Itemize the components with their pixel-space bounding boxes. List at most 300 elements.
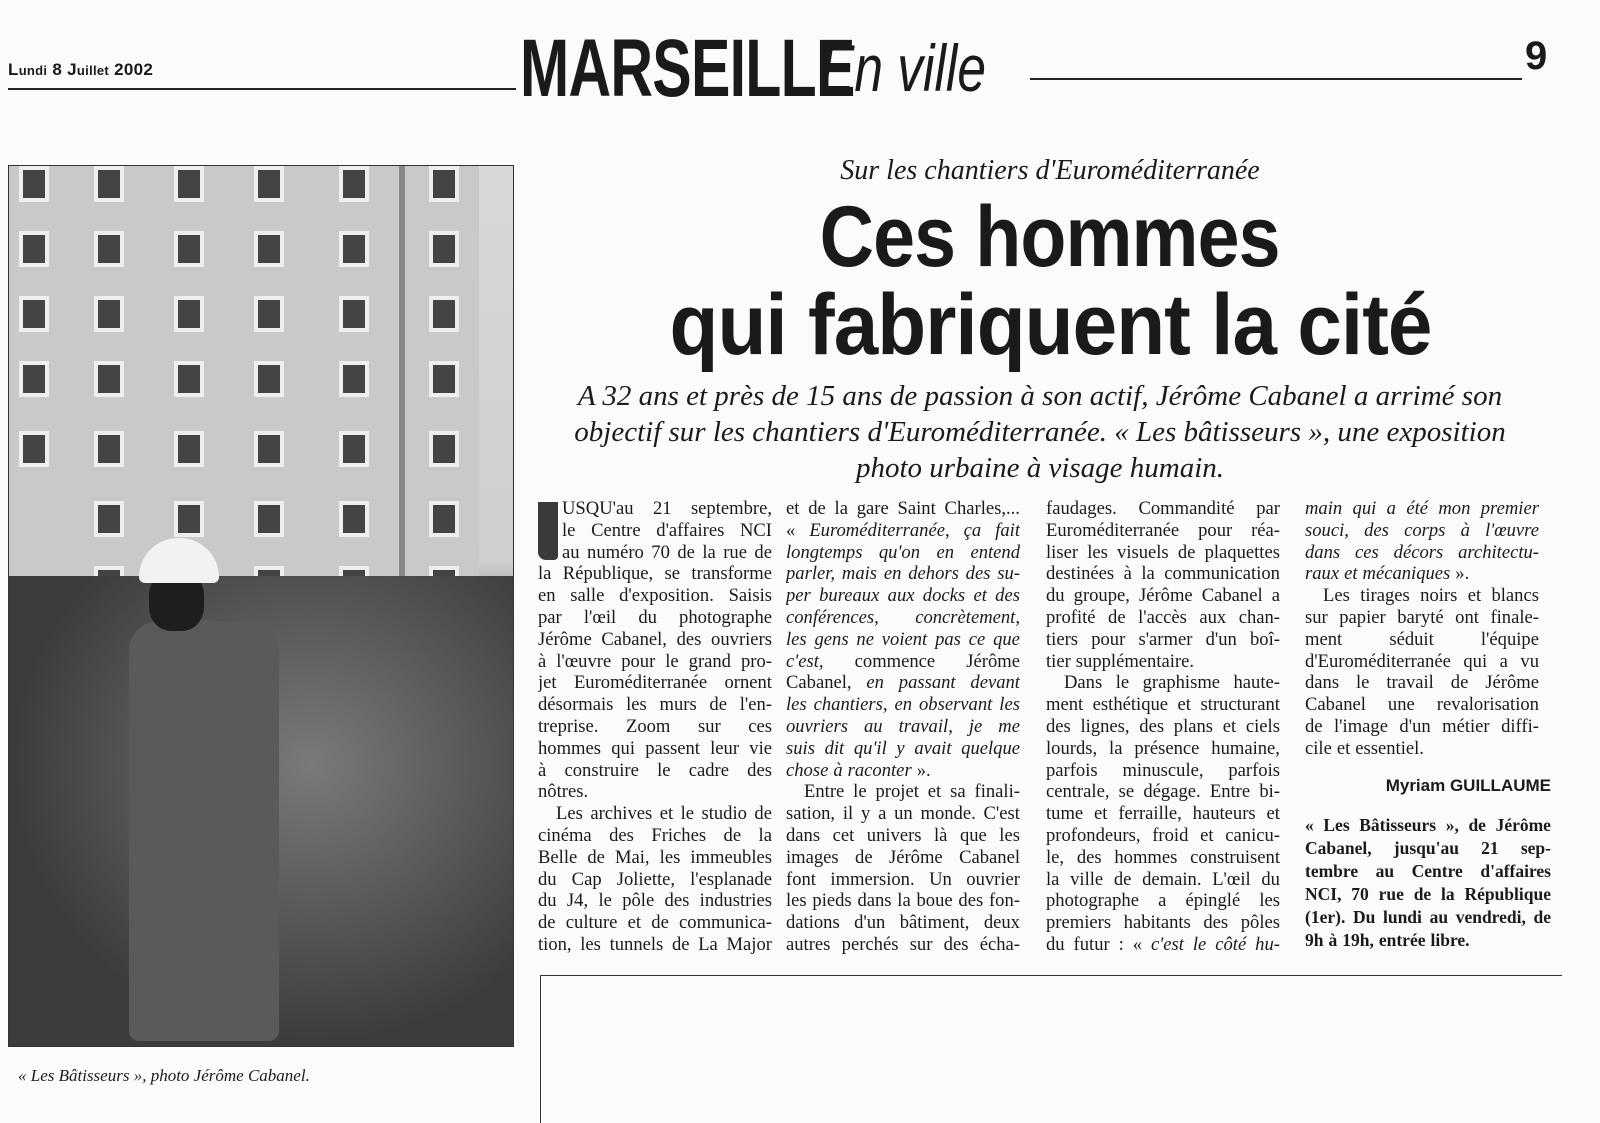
text-line	[1305, 629, 1539, 651]
text-line	[1305, 716, 1539, 738]
window	[94, 231, 124, 267]
window	[94, 166, 124, 202]
text-line	[786, 869, 1020, 891]
word: perchés	[841, 933, 899, 955]
word: en	[936, 541, 955, 563]
text-line	[1046, 825, 1280, 847]
word: «	[1132, 933, 1143, 955]
word: vendredi,	[1455, 907, 1526, 927]
word: le,	[1046, 846, 1065, 868]
text-line	[786, 781, 1020, 803]
word: liser	[1046, 541, 1079, 563]
word: le	[1115, 672, 1130, 694]
article-column-3	[1046, 498, 1280, 956]
word: Bâtisseurs	[1359, 815, 1437, 835]
word: sur	[697, 715, 721, 737]
text-line	[1305, 929, 1551, 952]
word: les	[786, 890, 807, 912]
word: tembre	[1305, 861, 1359, 881]
word: a	[1499, 650, 1508, 672]
word: un	[894, 803, 913, 825]
text-line	[786, 563, 1020, 585]
word: à	[538, 759, 547, 781]
word: noirs	[1420, 585, 1458, 607]
word: qu'il	[853, 737, 887, 759]
text-line	[1305, 651, 1539, 673]
text-line	[786, 520, 1020, 542]
word: à	[1123, 563, 1132, 585]
window	[429, 296, 459, 332]
word: Major	[726, 933, 772, 955]
word: Cabanel,	[786, 672, 852, 694]
word: bi-	[1259, 781, 1280, 803]
word: d'un	[1205, 628, 1237, 650]
bottom-box-left-rule	[540, 975, 541, 1123]
word: ouvriers	[786, 715, 848, 737]
byline: Myriam GUILLAUME	[1385, 776, 1551, 795]
window	[94, 361, 124, 397]
text-line	[1305, 837, 1551, 860]
word: de	[754, 541, 772, 563]
word: Centre	[591, 519, 641, 541]
word: s'armer	[1138, 628, 1193, 650]
word: le	[1192, 933, 1207, 955]
word: studio	[701, 803, 747, 825]
word: immeubles	[690, 846, 772, 868]
word: (1er).	[1305, 907, 1346, 927]
word: l'œuvre	[1485, 519, 1539, 541]
text-line	[538, 716, 772, 738]
word: de	[587, 846, 605, 868]
word: 19h,	[1342, 930, 1374, 950]
word: visuels	[1117, 541, 1169, 563]
word: sation,	[786, 803, 836, 825]
window	[339, 501, 369, 537]
word: des	[943, 933, 969, 955]
word: Euroméditerranée,	[809, 519, 950, 541]
word: libre.	[1430, 930, 1470, 950]
text-line	[538, 694, 772, 716]
word: à	[1328, 930, 1338, 950]
word: Centre	[1411, 861, 1463, 881]
word: docks	[922, 585, 966, 607]
section-masthead	[520, 22, 985, 112]
date-day: undi	[18, 63, 48, 78]
issue-date	[8, 60, 153, 80]
word: Cabanel	[1201, 585, 1263, 607]
word: ».	[916, 759, 931, 781]
word: de	[855, 846, 873, 868]
word: parfois	[1228, 759, 1280, 781]
page-number: 9	[1525, 34, 1548, 78]
word: en	[866, 672, 884, 694]
text-line	[786, 934, 1020, 956]
word: et	[1177, 694, 1191, 716]
word: et	[927, 781, 942, 803]
word: me	[998, 715, 1020, 737]
text-line	[538, 520, 772, 542]
word: chantiers,	[813, 694, 888, 716]
word: d'affaires	[1480, 861, 1551, 881]
date-month: uillet	[76, 63, 110, 78]
word: lundi	[1382, 907, 1422, 927]
text-line	[538, 542, 772, 564]
word: transforme	[691, 563, 772, 585]
word: concrètement,	[915, 606, 1020, 628]
word: une	[1387, 694, 1415, 716]
word: des	[1203, 912, 1229, 934]
text-line	[538, 847, 772, 869]
text-line	[786, 760, 1020, 782]
word: pro-	[740, 650, 772, 672]
word: d'un	[1399, 715, 1431, 737]
text-line	[1046, 934, 1280, 956]
text-line	[1305, 498, 1539, 520]
word: revalorisation	[1436, 694, 1539, 716]
word: l'accès	[1138, 606, 1187, 628]
word: de	[677, 541, 695, 563]
word: de	[671, 933, 690, 955]
word: tirages	[1360, 585, 1410, 607]
word: Entre	[804, 781, 845, 803]
text-line	[538, 890, 772, 912]
text-line	[1305, 883, 1551, 906]
text-line	[786, 651, 1020, 673]
word: plans	[1173, 715, 1214, 737]
text-line	[538, 825, 772, 847]
word: observant	[918, 694, 993, 716]
word: souci,	[1305, 519, 1349, 541]
word: bureaux	[819, 585, 880, 607]
word: Euroméditerranée	[1046, 519, 1180, 541]
text-line	[538, 934, 772, 956]
word: des	[965, 563, 991, 585]
word: dans	[857, 890, 892, 912]
word: fait	[995, 519, 1020, 541]
word: ce	[968, 628, 986, 650]
bottom-box-rule	[540, 975, 1562, 976]
word: dans	[1305, 672, 1340, 694]
window	[254, 501, 284, 537]
word: treprise.	[538, 715, 599, 737]
word: la	[1109, 737, 1123, 759]
date-year: 2002	[114, 60, 154, 79]
word: Les	[556, 803, 583, 825]
text-line	[538, 498, 772, 520]
text-line	[1046, 563, 1280, 585]
text-line	[786, 672, 1020, 694]
word: »,	[1445, 815, 1459, 835]
word: diffi-	[1501, 715, 1539, 737]
word: cadre	[688, 759, 729, 781]
word: d'Euroméditerranée	[1305, 650, 1451, 672]
word: que	[993, 628, 1020, 650]
text-line	[1046, 542, 1280, 564]
word: des	[664, 890, 690, 912]
text-line	[1305, 563, 1539, 585]
word: se	[1118, 781, 1135, 803]
word: mon	[1438, 498, 1471, 519]
word: Zoom	[625, 715, 671, 737]
word: conférences,	[786, 606, 879, 628]
word: gens	[814, 628, 849, 650]
text-line	[1305, 672, 1539, 694]
word: a	[1386, 498, 1396, 519]
text-line	[538, 607, 772, 629]
word: tion,	[538, 933, 572, 955]
word: les	[626, 694, 647, 716]
word: raconter	[847, 759, 912, 781]
word: mécaniques	[1362, 563, 1451, 585]
word: quelque	[961, 737, 1020, 759]
word: profondeurs,	[1046, 824, 1141, 846]
word: en	[883, 563, 902, 585]
word: Friches	[651, 824, 707, 846]
text-line	[1305, 860, 1551, 883]
text-line	[538, 629, 772, 651]
word: gare	[856, 498, 889, 519]
word: minuscule,	[1122, 759, 1204, 781]
word: Jérôme	[1495, 815, 1551, 835]
word: finali-	[974, 781, 1020, 803]
word: canicu-	[1225, 824, 1280, 846]
word: je	[968, 715, 983, 737]
word: pour	[1091, 628, 1126, 650]
word: Jérôme	[538, 628, 592, 650]
date-month-initial: J	[67, 60, 77, 79]
word: Belle	[538, 846, 578, 868]
word: pour	[621, 650, 656, 672]
word: Cabanel	[1305, 694, 1366, 716]
word: le	[598, 890, 612, 912]
word: parler,	[786, 563, 836, 585]
word: faudages.	[1046, 498, 1117, 519]
word: voient	[881, 628, 928, 650]
word: profité	[1046, 606, 1096, 628]
text-line	[1046, 738, 1280, 760]
word: il	[842, 803, 854, 825]
word: au	[1375, 861, 1395, 881]
article-column-1	[538, 498, 772, 956]
text-line	[1305, 814, 1551, 837]
word: et	[1222, 715, 1237, 737]
word: construire	[564, 759, 639, 781]
window	[254, 166, 284, 202]
window	[19, 231, 49, 267]
word: de	[754, 803, 772, 825]
article-photo	[8, 165, 514, 1047]
word: et	[1344, 563, 1358, 585]
word: et	[1467, 585, 1482, 607]
word: du	[1261, 868, 1280, 890]
word: communica-	[679, 912, 772, 934]
text-line	[786, 890, 1020, 912]
word: ouvrier	[966, 868, 1020, 890]
text-line	[538, 738, 772, 760]
word: Cabanel,	[1305, 838, 1372, 858]
article-column-4	[1305, 498, 1539, 760]
word: C'est	[983, 803, 1020, 825]
word: rue	[1378, 884, 1404, 904]
word: mais	[841, 563, 878, 585]
word: Entre	[1209, 781, 1251, 803]
word: baryté	[1397, 606, 1444, 628]
word: l'esplanade	[690, 868, 772, 890]
building-background	[9, 166, 479, 596]
word: de	[538, 912, 556, 934]
word: les	[999, 824, 1020, 846]
word: architectu-	[1458, 541, 1539, 563]
text-line	[1305, 607, 1539, 629]
text-line	[538, 585, 772, 607]
word: destinées	[1046, 563, 1115, 585]
section-city: MARSEILLE	[520, 23, 855, 114]
word: de	[1533, 907, 1551, 927]
word: devant	[970, 672, 1020, 694]
word: dans	[786, 824, 821, 846]
word: l'en-	[739, 694, 772, 716]
window	[254, 431, 284, 467]
word: photographe	[1046, 890, 1139, 912]
lede-line: photo urbaine à visage humain.	[855, 452, 1225, 484]
text-line	[1046, 651, 1280, 673]
word: République	[1464, 884, 1551, 904]
window	[254, 231, 284, 267]
word: parfois	[1046, 759, 1098, 781]
word: passant	[898, 672, 956, 694]
window	[254, 361, 284, 397]
text-line	[1046, 890, 1280, 912]
word: deux	[983, 912, 1020, 934]
word: de	[1450, 672, 1469, 694]
word: sep-	[1520, 838, 1551, 858]
header-rule-left	[8, 88, 516, 90]
word: tunnels	[609, 933, 664, 955]
word: «	[1305, 815, 1314, 835]
text-line	[1046, 847, 1280, 869]
word: Jérôme	[1138, 585, 1193, 607]
word: des	[1076, 846, 1102, 868]
word: Cabanel,	[601, 628, 667, 650]
word: premier	[1480, 498, 1539, 519]
text-line	[538, 760, 772, 782]
word: la	[758, 824, 772, 846]
word: su-	[997, 563, 1020, 585]
word: à	[538, 650, 547, 672]
word: sur	[1305, 606, 1328, 628]
word: désormais	[538, 694, 614, 716]
word: dations	[786, 912, 840, 934]
word: ciels	[1245, 715, 1280, 737]
word: immersion.	[830, 868, 915, 890]
word: métier	[1442, 715, 1490, 737]
text-line	[1046, 912, 1280, 934]
word: Saisis	[728, 585, 772, 607]
word: 9h	[1305, 930, 1324, 950]
word: la	[1141, 563, 1155, 585]
text-line	[786, 585, 1020, 607]
text-line	[786, 716, 1020, 738]
word: cet	[832, 824, 855, 846]
word: travail	[1386, 672, 1434, 694]
word: industries	[699, 890, 772, 912]
window	[429, 431, 459, 467]
word: Jérôme	[1485, 672, 1539, 694]
word: suis	[786, 737, 815, 759]
word: centrale,	[1046, 781, 1110, 803]
window	[94, 431, 124, 467]
word: tiers	[1046, 628, 1079, 650]
word: au	[1429, 907, 1449, 927]
word: l'équipe	[1480, 628, 1539, 650]
word: et	[1200, 824, 1214, 846]
word: aux	[887, 585, 915, 607]
word: graphisme	[1142, 672, 1221, 694]
word: écha-	[979, 933, 1020, 955]
word: l'image	[1334, 715, 1388, 737]
word: dans	[1305, 541, 1341, 563]
text-line	[1305, 694, 1539, 716]
word: et	[1266, 803, 1280, 825]
word: et	[659, 803, 674, 825]
word: et	[627, 912, 642, 934]
exhibition-info-box	[1305, 814, 1551, 952]
word: les	[659, 846, 681, 868]
window	[174, 231, 204, 267]
word: NCI	[739, 519, 772, 541]
word: c'est,	[786, 650, 824, 672]
word: humaine,	[1211, 737, 1280, 759]
word: l'œuvre	[556, 650, 612, 672]
word: plaquettes	[1204, 541, 1280, 563]
word: au	[864, 715, 883, 737]
word: par	[1256, 498, 1280, 519]
text-line	[1305, 520, 1539, 542]
window	[339, 296, 369, 332]
window	[19, 296, 49, 332]
word: et	[1094, 803, 1108, 825]
word: main	[1305, 498, 1343, 519]
word: pour	[1198, 519, 1233, 541]
word: des	[1364, 519, 1389, 541]
word: USQU'au	[562, 498, 634, 519]
text-line	[538, 912, 772, 934]
headline-line-1	[530, 188, 1570, 287]
word: à	[1460, 519, 1470, 541]
text-line	[1305, 906, 1551, 929]
word: qu'on	[878, 541, 921, 563]
word: ces	[1355, 541, 1379, 563]
window	[174, 501, 204, 537]
word: épinglé	[1185, 890, 1241, 912]
text-line	[1046, 672, 1280, 694]
word: de	[1413, 884, 1432, 904]
word: les	[786, 628, 807, 650]
word: NCI,	[1305, 884, 1342, 904]
text-line	[1046, 498, 1280, 520]
word: finale-	[1490, 606, 1539, 628]
window	[339, 231, 369, 267]
word: de	[723, 824, 742, 846]
text-line	[786, 738, 1020, 760]
photo-caption: « Les Bâtisseurs », photo Jérôme Cabanel.	[18, 1066, 310, 1085]
word: les	[1087, 541, 1108, 563]
word: de	[1177, 541, 1196, 563]
word: font	[786, 868, 816, 890]
word: bâtiment,	[899, 912, 970, 934]
word: du	[1046, 585, 1065, 607]
word: salle	[570, 585, 605, 607]
